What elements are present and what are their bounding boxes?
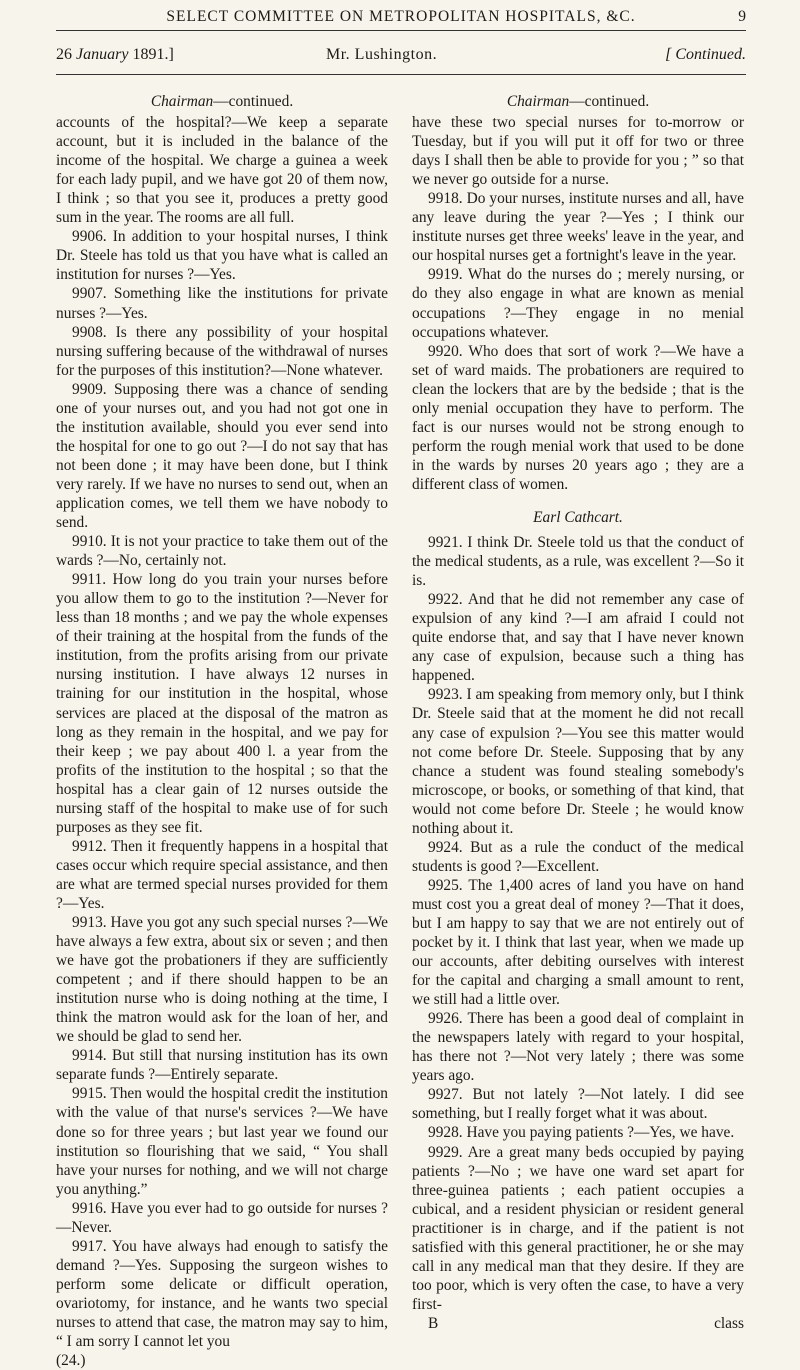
paragraph: 9914. But still that nursing institution has its own separate funds ?—Entirely separate. xyxy=(56,1047,388,1084)
paragraph: 9917. You have always had enough to satisfy the demand ?—Yes. Supposing the surgeon wishes to perform some delicate or difficult operation, ovariotomy, for instance, and he wants two special nurses to attend that case, the matron may say to him, “ I am sorry I cannot let you xyxy=(56,1237,388,1351)
left-footer xyxy=(56,1351,388,1370)
right-column-heading xyxy=(412,92,744,111)
signature-mark: B xyxy=(428,1314,439,1332)
paragraph: 9923. I am speaking from memory only, but I think Dr. Steele said that at the moment he did not recall any case of expulsion ?—You see this matter would not come before Dr. Steele. Supposing that by any chance a student was found stealing somebody's microscope, or books, or something of that kind, that would not come before Dr. Steele ; he would know nothing about it. xyxy=(412,686,744,837)
paragraph: 9926. There has been a good deal of complaint in the newspapers lately with regard to your hospital, has there not ?—Not very lately ; there was some years ago. xyxy=(412,1010,744,1085)
right-footer xyxy=(412,1314,744,1333)
paragraph: 9913. Have you got any such special nurses ?—We have always a few extra, about six or seven ; and then we have got the probationers if they are sufficiently competent ; and if there should happen to be an institution nurse who is doing nothing at the time, I think the matron would ask for the loan of her, and we should be glad to send her. xyxy=(56,914,388,1046)
paragraph: accounts of the hospital?—We keep a separate account, but it is included in the balance of the income of the hospital. We charge a guinea a week for each lady pupil, and we have got 20 of them now, I think ; so that you see it, produces a pretty good sum in the year. The rooms are all full. xyxy=(56,114,388,227)
paragraph: 9922. And that he did not remember any case of expulsion of any kind ?—I am afraid I could not quite endorse that, and say that I have never known any case of expulsion, because such a thing has happened. xyxy=(412,591,744,685)
heading-suffix: —continued. xyxy=(213,93,294,110)
header-title: SELECT COMMITTEE ON METROPOLITAN HOSPITALS, &C. xyxy=(166,8,636,25)
continued-mark: [ Continued. xyxy=(665,46,746,63)
running-head xyxy=(56,46,746,70)
paragraph: 9910. It is not your practice to take them out of the wards ?—No, certainly not. xyxy=(56,533,388,570)
paragraph: 9906. In addition to your hospital nurses, I think Dr. Steele has told us that you have what is called an institution for nurses ?—Yes. xyxy=(56,228,388,284)
paragraph: 9915. Then would the hospital credit the institution with the value of that nurse's services ?—We have done so for three years ; but last year we found our institution so flourishing that we said, “ You shall have your nurses for nothing, and we will not charge you anything.” xyxy=(56,1085,388,1198)
paragraph: 9921. I think Dr. Steele told us that the conduct of the medical students, as a rule, was excellent ?—So it is. xyxy=(412,534,744,590)
examiner-name: Chairman xyxy=(150,93,214,110)
date-day: 26 xyxy=(56,46,72,63)
footer-mark: (24.) xyxy=(56,1352,86,1370)
paragraph: 9916. Have you ever had to go outside for nurses ?—Never. xyxy=(56,1199,388,1236)
header-rule xyxy=(56,30,746,31)
paragraph: have these two special nurses for to-morrow or Tuesday, but if you will put it off for two or three days I shall then be able to provide for you ; ” so that we never go outside for a nurse. xyxy=(412,114,744,189)
right-column xyxy=(412,92,744,1333)
hearing-date xyxy=(56,46,174,64)
page-header xyxy=(56,8,746,26)
paragraph: 9919. What do the nurses do ; merely nursing, or do they also engage in what are known as menial occupations ?—They engage in no menial occupations whatever. xyxy=(412,266,744,341)
paragraph: 9927. But not lately ?—Not lately. I did see something, but I really forget what it was about. xyxy=(412,1086,744,1123)
subheader-rule xyxy=(56,74,746,75)
section-examiner-name: Earl Cathcart. xyxy=(533,508,623,526)
page-number: 9 xyxy=(738,8,746,25)
date-month: January xyxy=(76,46,129,63)
section-heading xyxy=(412,508,744,527)
date-year: 1891.] xyxy=(132,46,174,63)
left-column xyxy=(56,92,388,1370)
paragraph: 9911. How long do you train your nurses before you allow them to go to the institution ?—Never for less than 18 months ; and we pay the whole expenses of their training at the hospital from the funds of the institution, from the profits arising from our private nursing institution. I have always 12 nurses in training for our institution in the hospital, whose services are placed at the disposal of the matron as long as they remain in the hospital, and we pay for their keep ; we pay about 400 l. a year from the profits of the institution to the hospital ; so that the hospital has a clear gain of 12 nurses outside the nursing staff of the hospital to make use of for such purposes as they see fit. xyxy=(56,571,388,836)
heading-suffix: —continued. xyxy=(569,93,650,110)
paragraph: 9920. Who does that sort of work ?—We have a set of ward maids. The probationers are required to clean the lockers that are by the bedside ; that is the only menial occupation they have to perform. The fact is our nurses would not be strong enough to perform the rough menial work that used to be done in the wards by nurses 20 years ago ; they are a different class of women. xyxy=(412,342,744,493)
paragraph: 9909. Supposing there was a chance of sending one of your nurses out, and you had not got one in the institution available, should you ever send into the hospital for one to go out ?—I do not say that has not been done ; it may have been done, but I think very rarely. If we have no nurses to send out, when an application comes, we tell them we have nobody to send. xyxy=(56,380,388,532)
paragraph: 9924. But as a rule the conduct of the medical students is good ?—Excellent. xyxy=(412,838,744,875)
paragraph: 9925. The 1,400 acres of land you have on hand must cost you a great deal of money ?—That it does, but I am happy to say that we are not entirely out of pocket by it. I think that last year, when we made up our accounts, after debiting ourselves with interest for the capital and charging a small amount to rent, we still had a little over. xyxy=(412,876,744,1009)
paragraph: 9928. Have you paying patients ?—Yes, we have. xyxy=(428,1124,735,1142)
paragraph: 9908. Is there any possibility of your hospital nursing suffering because of the withdrawal of nurses for the purposes of this institution?—None whatever. xyxy=(56,323,388,379)
left-column-heading xyxy=(56,92,388,111)
paragraph: 9929. Are a great many beds occupied by paying patients ?—No ; we have one ward set apart for three-guinea patients ; each patient occupies a cubical, and a resident physician or resident general practitioner is in charge, and if the patient is not satisfied with this general practitioner, he or she may call in any medical man that they desire. If they are too poor, which is very often the case, to have a very first- xyxy=(412,1143,744,1313)
catchword: class xyxy=(714,1314,744,1332)
paragraph: 9912. Then it frequently happens in a hospital that cases occur which require special assistance, and then are what are termed special nurses provided for them ?—Yes. xyxy=(56,837,388,912)
examiner-name: Chairman xyxy=(506,93,570,110)
witness-name: Mr. Lushington. xyxy=(326,46,438,63)
paragraph: 9918. Do your nurses, institute nurses and all, have any leave during the year ?—Yes ; I think our institute nurses get three weeks' leave in the year, and our hospital nurses get a fortnight's leave in the year. xyxy=(412,190,744,265)
paragraph: 9907. Something like the institutions for private nurses ?—Yes. xyxy=(56,285,388,322)
